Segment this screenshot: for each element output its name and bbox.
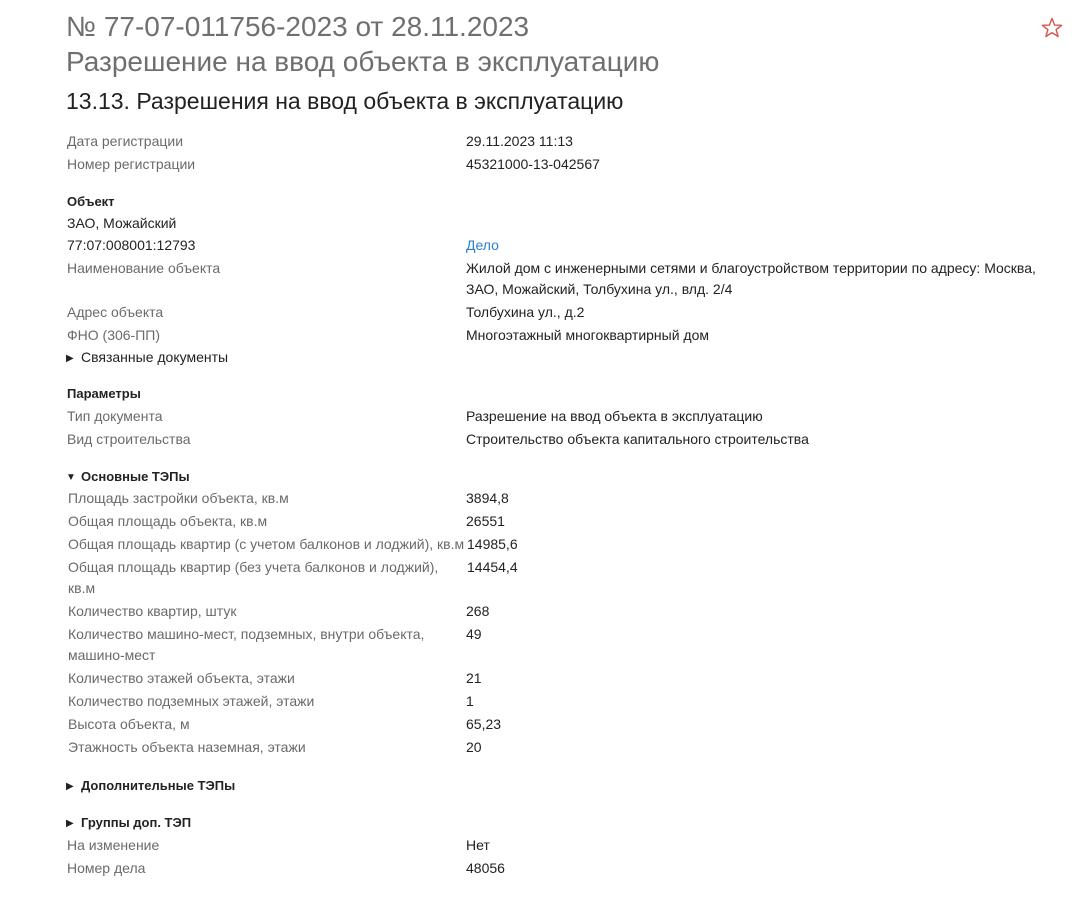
tep-label: Количество этажей объекта, этажи [68,670,295,686]
change-value: Нет [466,837,490,853]
tep-label: Этажность объекта наземная, этажи [68,739,306,755]
document-type-label: Тип документа [67,408,163,424]
registration-date-value: 29.11.2023 11:13 [466,133,573,149]
document-category-title: 13.13. Разрешения на ввод объекта в эксплуатацию [66,88,624,114]
tep-groups-heading: Группы доп. ТЭП [81,815,192,830]
tep-label: Высота объекта, м [68,716,190,732]
object-name-value-line1: Жилой дом с инженерными сетями и благоустройством территории по адресу: Москва, [466,260,1036,276]
tep-value: 26551 [466,513,505,529]
document-number-title: № 77-07-011756-2023 от 28.11.2023 [66,11,530,42]
tep-label: Количество квартир, штук [68,603,237,619]
fno-value: Многоэтажный многоквартирный дом [466,327,710,343]
tep-label: Общая площадь объекта, кв.м [68,513,268,529]
object-name-value-line2: ЗАО, Можайский, Толбухина ул., влд. 2/4 [466,281,733,297]
object-section-heading: Объект [67,194,115,209]
tep-label-line1: Количество машино-мест, подземных, внутри объекта, [68,626,425,642]
tep-label-line2: кв.м [68,580,96,596]
caret-right-icon: ▶ [66,353,74,364]
fno-label: ФНО (306-ПП) [67,327,161,343]
object-cadastral-number: 77:07:008001:12793 [67,237,196,253]
main-tep-toggle[interactable] [66,467,190,488]
tep-value: 21 [466,670,482,686]
tep-groups-toggle[interactable] [66,813,191,834]
registration-number-value: 45321000-13-042567 [466,156,600,172]
object-address-value: Толбухина ул., д.2 [466,304,585,320]
related-documents-label: Связанные документы [81,349,229,365]
additional-tep-toggle[interactable] [66,776,235,797]
change-label: На изменение [67,837,160,853]
tep-label-line1: Общая площадь квартир (без учета балконов и лоджий), [68,559,439,575]
tep-value: 268 [466,603,490,619]
star-icon[interactable] [1040,16,1064,40]
registration-number-label: Номер регистрации [67,156,196,172]
tep-label: Количество подземных этажей, этажи [68,693,315,709]
parameters-section-heading: Параметры [67,386,141,401]
tep-label: Площадь застройки объекта, кв.м [68,490,289,506]
tep-label: Общая площадь квартир (с учетом балконов и лоджий), кв.м [68,536,465,552]
case-link[interactable]: Дело [466,237,499,253]
tep-value: 49 [466,626,482,642]
object-address-label: Адрес объекта [67,304,164,320]
main-tep-heading: Основные ТЭПы [81,469,190,484]
document-type-title: Разрешение на ввод объекта в эксплуатацию [66,46,660,77]
caret-right-icon: ▶ [66,781,74,792]
related-documents-toggle[interactable] [66,347,228,369]
registration-date-label: Дата регистрации [67,133,184,149]
tep-label-line2: машино-мест [68,647,156,663]
tep-value: 14985,6 [467,536,518,552]
object-district: ЗАО, Можайский [67,215,177,231]
case-number-label: Номер дела [67,860,146,876]
document-type-value: Разрешение на ввод объекта в эксплуатацию [466,408,763,424]
caret-down-icon: ▼ [66,472,76,483]
additional-tep-heading: Дополнительные ТЭПы [81,778,236,793]
tep-value: 1 [466,693,474,709]
tep-value: 65,23 [466,716,502,732]
object-name-label: Наименование объекта [67,260,221,276]
construction-type-label: Вид строительства [67,431,191,447]
caret-right-icon: ▶ [66,818,74,829]
construction-type-value: Строительство объекта капитального строительства [466,431,809,447]
tep-value: 20 [466,739,482,755]
tep-value: 3894,8 [466,490,509,506]
case-number-value: 48056 [466,860,505,876]
tep-value: 14454,4 [467,559,518,575]
